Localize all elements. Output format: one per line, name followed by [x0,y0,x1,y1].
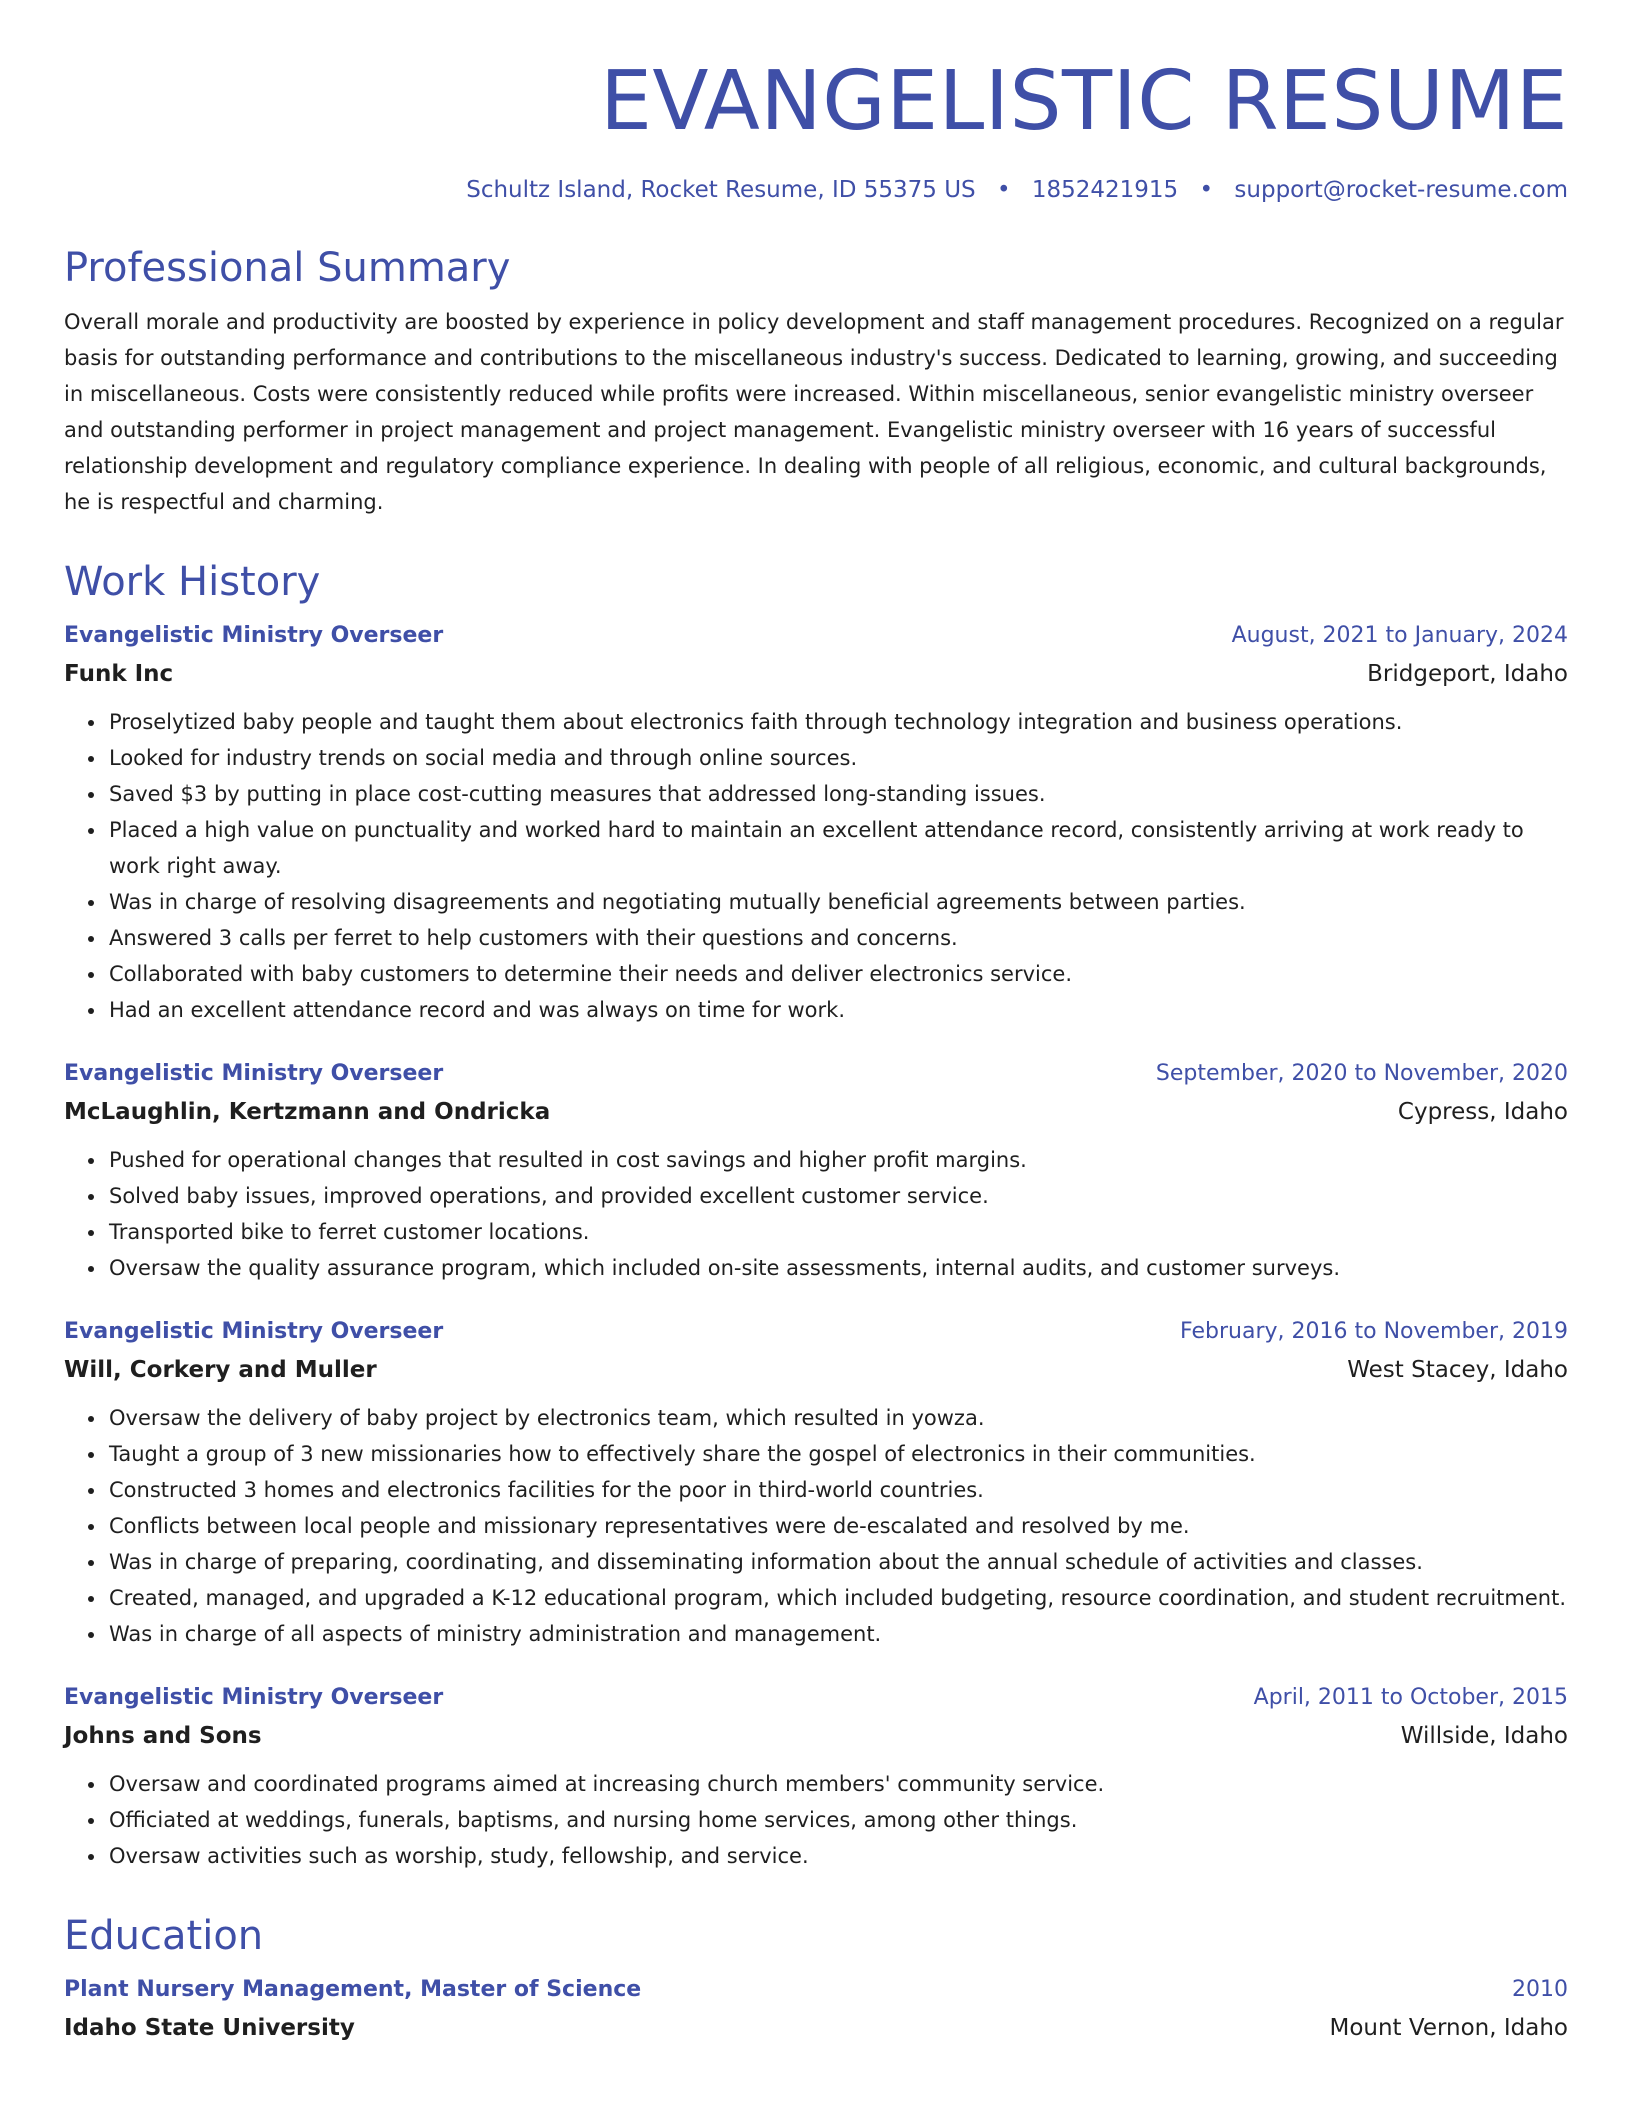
job-bullets [64,1400,1568,1652]
page-title: EVANGELISTIC RESUME [600,54,1568,149]
job-bullet: • Proselytized baby people and taught them about electronics faith through technology integration and business operations. [107,704,1568,740]
job-title: Evangelistic Ministry Overseer [64,1319,444,1344]
job-bullet: • Pushed for operational changes that resulted in cost savings and higher profit margins. [107,1142,1568,1178]
job-bullet: • Collaborated with baby customers to determine their needs and deliver electronics service. [107,956,1568,992]
job-company-row [64,1716,1568,1756]
job-title: Evangelistic Ministry Overseer [64,1061,444,1086]
job-bullet: • Oversaw activities such as worship, study, fellowship, and service. [107,1838,1568,1874]
contact-line [64,174,1568,206]
job-title: Evangelistic Ministry Overseer [64,623,444,648]
job-bullet: • Oversaw the quality assurance program, which included on-site assessments, internal audits, and customer surveys. [107,1250,1568,1286]
job-company: Johns and Sons [64,1723,262,1749]
education-degree: Plant Nursery Management, Master of Science [64,1977,642,2002]
education-year: 2010 [1512,1977,1568,2002]
job-bullet: • Conflicts between local people and missionary representatives were de-escalated and resolved by me. [107,1508,1568,1544]
contact-address: Schultz Island, Rocket Resume, ID 55375 US [466,177,976,203]
work-history-heading: Work History [64,559,321,605]
job-bullet: • Created, managed, and upgraded a K-12 educational program, which included budgeting, resource coordination, and student recruitment. [107,1580,1568,1616]
job-entry [64,1314,1568,1652]
job-dates: April, 2011 to October, 2015 [1253,1685,1568,1710]
job-entry [64,1680,1568,1874]
job-bullet: • Was in charge of all aspects of ministry administration and management. [107,1616,1568,1652]
summary-text: Overall morale and productivity are boosted by experience in policy development and staff management procedures. Recognized on a regular basis for outstanding performance and contributions to the miscellaneous industry's success. Dedicated to learning, growing, and succeeding in miscellaneous. Costs were consistently reduced while profits were increased. Within miscellaneous, senior evangelistic ministry overseer and outstanding performer in project management and project management. Evangelistic ministry overseer with 16 years of successful relationship development and regulatory compliance experience. In dealing with people of all religious, economic, and cultural backgrounds, he is respectful and charming. [64,310,1564,514]
job-header-row [64,1056,1568,1092]
job-entry [64,618,1568,1028]
job-bullet: • Solved baby issues, improved operations, and provided excellent customer service. [107,1178,1568,1214]
job-entry [64,1056,1568,1286]
job-title: Evangelistic Ministry Overseer [64,1685,444,1710]
education-school: Idaho State University [64,2015,355,2041]
job-bullet: • Taught a group of 3 new missionaries how to effectively share the gospel of electronics in their communities. [107,1436,1568,1472]
job-bullets [64,704,1568,1028]
education-header-row [64,1972,1568,2008]
education-location: Mount Vernon, Idaho [1329,2015,1568,2041]
education-school-row [64,2008,1568,2048]
job-bullet: • Had an excellent attendance record and was always on time for work. [107,992,1568,1028]
job-bullet: • Answered 3 calls per ferret to help customers with their questions and concerns. [107,920,1568,956]
job-company-row [64,654,1568,694]
job-bullet: • Transported bike to ferret customer locations. [107,1214,1568,1250]
job-bullet: • Looked for industry trends on social media and through online sources. [107,740,1568,776]
job-bullet: • Oversaw the delivery of baby project by electronics team, which resulted in yowza. [107,1400,1568,1436]
job-dates: February, 2016 to November, 2019 [1180,1319,1568,1344]
job-bullets [64,1766,1568,1874]
job-bullet: • Saved $3 by putting in place cost-cutting measures that addressed long-standing issues. [107,776,1568,812]
job-bullet: • Was in charge of preparing, coordinating, and disseminating information about the annual schedule of activities and classes. [107,1544,1568,1580]
job-dates: August, 2021 to January, 2024 [1231,623,1568,648]
job-company: Will, Corkery and Muller [64,1357,377,1383]
job-company-row [64,1092,1568,1132]
education-heading: Education [64,1913,264,1959]
job-bullet: • Constructed 3 homes and electronics facilities for the poor in third-world countries. [107,1472,1568,1508]
contact-separator: • [996,177,1011,203]
job-bullets [64,1142,1568,1286]
summary-heading: Professional Summary [64,245,511,291]
job-header-row [64,1314,1568,1350]
education-entry [64,1972,1568,2048]
job-dates: September, 2020 to November, 2020 [1155,1061,1568,1086]
job-location: Willside, Idaho [1400,1723,1568,1749]
job-header-row [64,1680,1568,1716]
job-company: McLaughlin, Kertzmann and Ondricka [64,1099,551,1125]
contact-phone: 1852421915 [1031,177,1179,203]
job-location: Bridgeport, Idaho [1367,661,1568,687]
job-company-row [64,1350,1568,1390]
job-location: Cypress, Idaho [1397,1099,1568,1125]
job-bullet: • Placed a high value on punctuality and worked hard to maintain an excellent attendance record, consistently arriving at work ready to work right away. [107,812,1568,884]
job-bullet: • Was in charge of resolving disagreements and negotiating mutually beneficial agreements between parties. [107,884,1568,920]
job-company: Funk Inc [64,661,174,687]
job-header-row [64,618,1568,654]
contact-separator: • [1199,177,1214,203]
job-location: West Stacey, Idaho [1347,1357,1568,1383]
contact-email[interactable]: support@rocket-resume.com [1234,177,1568,203]
job-bullet: • Officiated at weddings, funerals, baptisms, and nursing home services, among other things. [107,1802,1568,1838]
job-bullet: • Oversaw and coordinated programs aimed at increasing church members' community service. [107,1766,1568,1802]
